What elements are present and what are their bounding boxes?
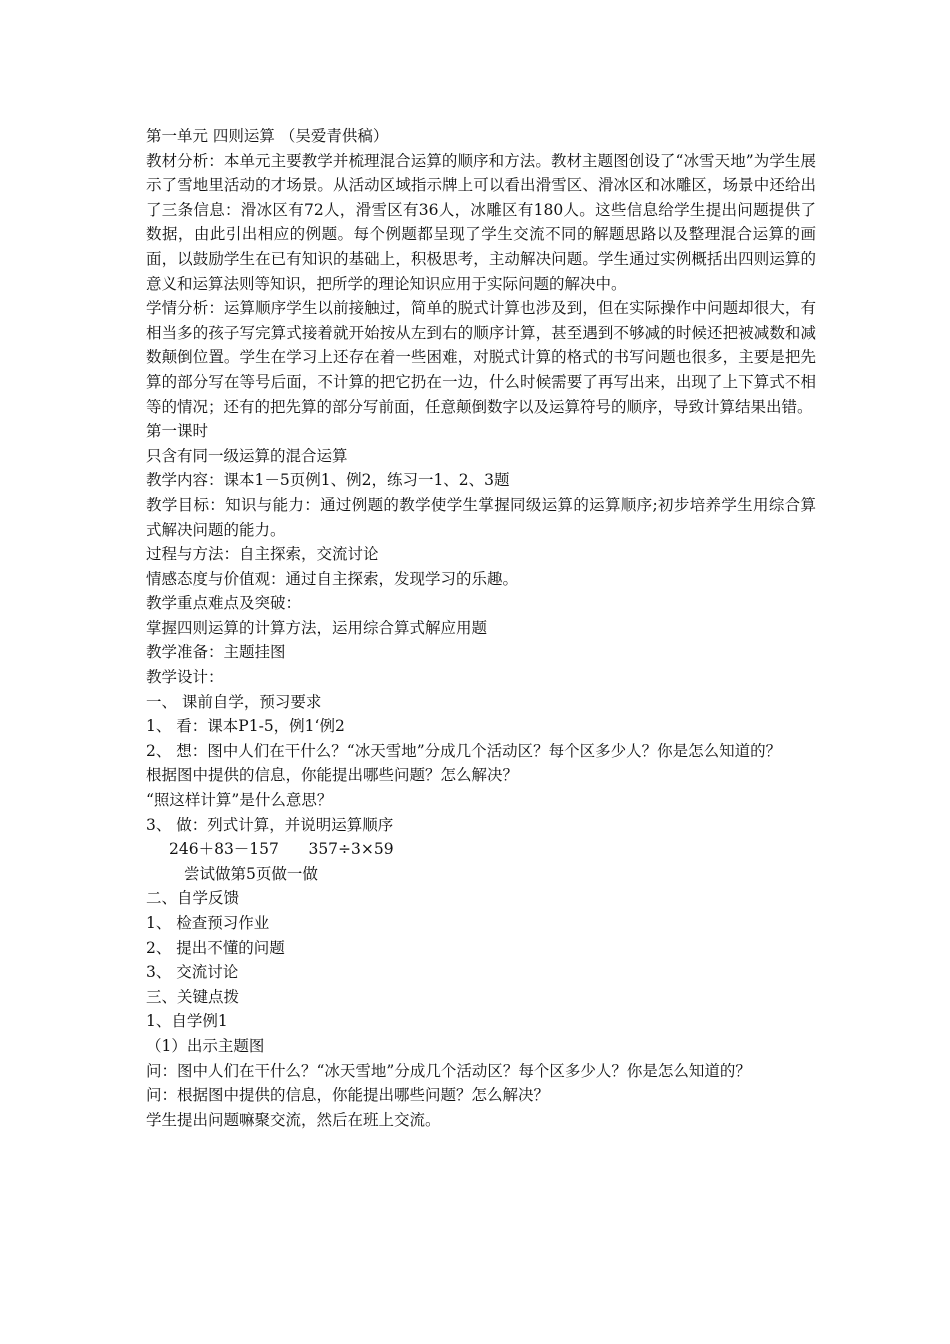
design-heading: 教学设计： <box>146 668 224 687</box>
section-1-item-3: 3、 做：列式计算，并说明运算顺序 <box>146 815 394 834</box>
section-1-item-1: 1、 看：课本P1-5，例1‘例2 <box>146 717 345 736</box>
teaching-goal: 教学目标：知识与能力：通过例题的教学使学生掌握同级运算的运算顺序;初步培养学生用综合算式解决问题的能力。 <box>146 495 816 539</box>
material-analysis: 教材分析：本单元主要教学并梳理混合运算的顺序和方法。教材主题图创设了“冰雪天地”为学生展示了雪地里活动的才场景。从活动区域指示牌上可以看出滑雪区、滑冰区和冰雕区，场景中还给出了三条信息：滑冰区有72人，滑雪区有36人，冰雕区有180人。这些信息给学生提出问题提供了数据，由此引出相应的例题。每个例题都呈现了学生交流不同的解题思路以及整理混合运算的画面，以鼓励学生在已有知识的基础上，积极思考，主动解决问题。学生通过实例概括出四则运算的意义和运算法则等知识，把所学的理论知识应用于实际问题的解决中。 <box>146 151 816 293</box>
section-3-sub-1: （1）出示主题图 <box>146 1036 265 1055</box>
section-3-question-1: 问：图中人们在干什么？“冰天雪地”分成几个活动区？每个区多少人？你是怎么知道的？ <box>146 1061 751 1080</box>
attitude-values: 情感态度与价值观：通过自主探索，发现学习的乐趣。 <box>146 569 519 588</box>
section-3-item-1: 1、自学例1 <box>146 1012 228 1031</box>
key-points-heading: 教学重点难点及突破： <box>146 594 302 613</box>
section-2-item-3: 3、 交流讨论 <box>146 963 239 982</box>
teaching-content: 教学内容：课本1－5页例1、例2，练习一1、2、3题 <box>146 471 510 490</box>
section-1-question-2: “照这样计算”是什么意思？ <box>146 791 333 810</box>
section-3-heading: 三、关键点拨 <box>146 987 240 1006</box>
section-1-heading: 一、 课前自学，预习要求 <box>146 692 322 711</box>
teaching-preparation: 教学准备：主题挂图 <box>146 643 286 662</box>
section-1-question-1: 根据图中提供的信息，你能提出哪些问题？怎么解决？ <box>146 766 519 785</box>
section-2-item-2: 2、 提出不懂的问题 <box>146 938 285 957</box>
section-2-item-1: 1、 检查预习作业 <box>146 914 270 932</box>
section-1-try: 尝试做第5页做一做 <box>184 864 318 883</box>
process-method: 过程与方法：自主探索，交流讨论 <box>146 545 379 564</box>
section-3-question-2: 问：根据图中提供的信息，你能提出哪些问题？怎么解决？ <box>146 1086 550 1105</box>
key-points: 掌握四则运算的计算方法，运用综合算式解应用题 <box>146 618 488 637</box>
student-analysis: 学情分析：运算顺序学生以前接触过，简单的脱式计算也涉及到，但在实际操作中问题却很大，有相当多的孩子写完算式接着就开始按从左到右的顺序计算，甚至遇到不够减的时候还把被减数和减数颠倒位置。学生在学习上还存在着一些困难，对脱式计算的格式的书写问题也很多，主要是把先算的部分写在等号后面，不计算的把它扔在一边，什么时候需要了再写出来，出现了上下算式不相等的情况；还有的把先算的部分写前面，任意颠倒数字以及运算符号的顺序，导致计算结果出错。 <box>146 299 816 416</box>
section-1-item-2: 2、 想：图中人们在干什么？“冰天雪地”分成几个活动区？每个区多少人？你是怎么知道的？ <box>146 741 782 760</box>
doc-title: 第一单元 四则运算 （吴爱青供稿） <box>146 127 389 145</box>
document-page <box>146 124 816 1132</box>
section-1-expressions: 246＋83－157 357÷3×59 <box>169 840 394 859</box>
section-2-heading: 二、自学反馈 <box>146 889 240 908</box>
lesson-topic: 只含有同一级运算的混合运算 <box>146 446 348 465</box>
lesson-label: 第一课时 <box>146 422 209 441</box>
section-3-last: 学生提出问题嘛聚交流，然后在班上交流。 <box>146 1110 441 1129</box>
